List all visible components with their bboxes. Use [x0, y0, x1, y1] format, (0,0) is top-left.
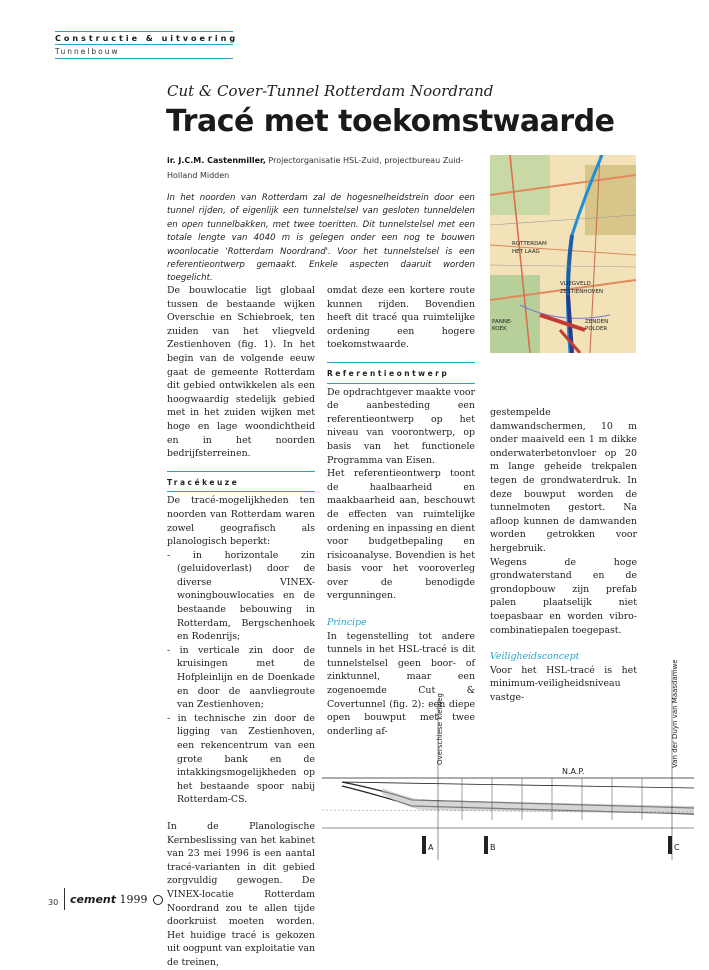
header-rule-top — [55, 31, 233, 32]
paragraph: gestempelde damwandschermen, 10 m onder maaiveld een 1 m dikke onderwaterbetonvloer op 20 m lange geheide trekpalen tegen de grondwaterdruk. In deze bouwput worden de tunnelmoten gestort. Na afloop kunnen de damwanden worden getrokken voor hergebruik. — [490, 407, 637, 554]
paragraph: Wegens de hoge grondwaterstand en de grondopbouw zijn prefab palen plaatselijk niet toepasbaar en worden vibro-combinatiepalen toegepast. — [490, 556, 637, 636]
section-label: Constructie & uitvoering — [55, 34, 239, 43]
author-line — [167, 153, 467, 183]
profile-marker-a: A — [428, 843, 434, 852]
section-heading-tracekeuze: Tracékeuze — [167, 471, 315, 493]
map-label: VLIEGVELD — [560, 281, 591, 287]
map-label: KOEK — [492, 326, 507, 332]
map-label: POLDER — [585, 326, 608, 332]
paragraph: In tegenstelling tot andere tunnels in het HSL-tracé is dit tunnelstelsel geen boor- of zinktunnel, maar een zogenoemde Cut & Covertunnel (fig. 2): een diepe open bouwput met twee onderling af- — [327, 630, 475, 737]
subsection-label: Tunnelbouw — [55, 47, 120, 56]
brand-logo-icon — [153, 895, 163, 905]
list-item: - in verticale zin door de kruisingen met de Hofpleinlijn en de Doenkade en door de aanvliegroute van Zestienhoven; — [167, 644, 315, 711]
author-name: ir. J.C.M. Castenmiller, — [167, 156, 266, 165]
profile-label-left: Overschiese kleiweg — [436, 693, 444, 765]
brand-name: cement — [70, 893, 116, 906]
paragraph: Voor het HSL-tracé is het minimum-veiligheidsniveau vastge- — [490, 664, 637, 703]
profile-label-right: Van der Duyn van Maasdamweg — [671, 660, 679, 768]
paragraph: De bouwlocatie ligt globaal tussen de bestaande wijken Overschie en Schiebroek, ten zuiden van het vliegveld Zestienhoven (fig. 1). In het begin van de volgende eeuw gaat de gemeente Rotterdam dit gebied ontwikkelen als een hoogwaardig stedelijk gebied met in het zuiden wijken met hoge en lage woondichtheid en in het noorden bedrijfsterreinen. — [167, 285, 315, 460]
footer-brand — [70, 893, 163, 906]
map-label: HET LAAG — [512, 249, 540, 255]
inline-heading-principe: Principe — [327, 617, 367, 629]
map-label: ZENDEN — [585, 319, 609, 325]
constraint-list — [167, 549, 315, 807]
map-label: ROTTERDAM — [512, 241, 547, 247]
page-number: 30 — [48, 898, 59, 907]
column-1 — [167, 284, 315, 970]
profile-marker-c: C — [674, 843, 680, 852]
map-label: PANNE- — [492, 319, 513, 325]
paragraph: In de Planologische Kernbeslissing van het kabinet van 23 mei 1996 is een aantal tracé-varianten in dit gebied zorgvuldig gewogen. De VINEX-locatie Rotterdam Noordrand zou te allen tijde doorkruist moeten worden. Het huidige tracé is gekozen uit oogpunt van exploitatie van de treinen, — [167, 820, 315, 968]
paragraph: De tracé-mogelijkheden ten noorden van Rotterdam waren zowel geografisch als planologisch beperkt: — [167, 495, 315, 548]
paragraph: Het referentieontwerp toont de haalbaarheid en maakbaarheid aan, beschouwt de effecten van ruimtelijke ordening en inpassing en dient voor budgetbepaling en risicoanalyse. Bovendien is het basis voor het vooroverleg over de benodigde vergunningen. — [327, 468, 475, 602]
header-rule-mid — [55, 44, 233, 45]
article-lead: In het noorden van Rotterdam zal de hogesnelheidstrein door een tunnel rijden, of eigenlijk een tunnelstelsel van gesloten tunneldelen en open tunnelbakken, met twee toeritten. Dit tunnelstelsel met een totale lengte van 4040 m is gelegen onder een nog te bouwen woonlocatie 'Rotterdam Noordrand'. Voor het tunnelstelsel is een referentieontwerp gemaakt. Enkele aspecten daaruit worden toegelicht. — [167, 193, 475, 284]
nap-label: N.A.P. — [562, 767, 585, 776]
map-illustration — [490, 155, 636, 353]
profile-figure — [322, 660, 694, 860]
header-rule-bottom — [55, 58, 233, 59]
inline-heading-veiligheidsconcept: Veiligheidsconcept — [490, 651, 580, 663]
map-label: ZESTIENHOVEN — [560, 289, 604, 295]
map-figure — [490, 155, 636, 353]
article-kicker: Cut & Cover-Tunnel Rotterdam Noordrand — [167, 82, 494, 100]
paragraph: De opdrachtgever maakte voor de aanbesteding een referentieontwerp op het niveau van voorontwerp, op basis van het functionele Programma van Eisen. — [327, 386, 475, 466]
paragraph: omdat deze een kortere route kunnen rijden. Bovendien heeft dit tracé qua ruimtelijke ordening een hogere toekomstwaarde. — [327, 285, 475, 351]
article-title: Tracé met toekomstwaarde — [166, 104, 615, 139]
list-item: - in horizontale zin (geluidoverlast) door de diverse VINEX-woningbouwlocaties en de bestaande bebouwing in Rotterdam, Bergschenhoek en Rodenrijs; — [167, 549, 315, 643]
footer-divider — [64, 888, 65, 910]
author-affiliation: Projectorganisatie HSL-Zuid, projectbureau Zuid-Holland Midden — [167, 156, 464, 180]
tunnel-profile-drawing — [322, 660, 694, 860]
section-heading-referentieontwerp: Referentieontwerp — [327, 362, 475, 384]
profile-marker-b: B — [490, 843, 496, 852]
brand-year: 1999 — [119, 893, 148, 906]
list-item: - in technische zin door de ligging van Zestienhoven, een rekencentrum van een grote bank en de intakkingsmogelijkheden op het bestaande spoor nabij Rotterdam-CS. — [167, 712, 315, 806]
